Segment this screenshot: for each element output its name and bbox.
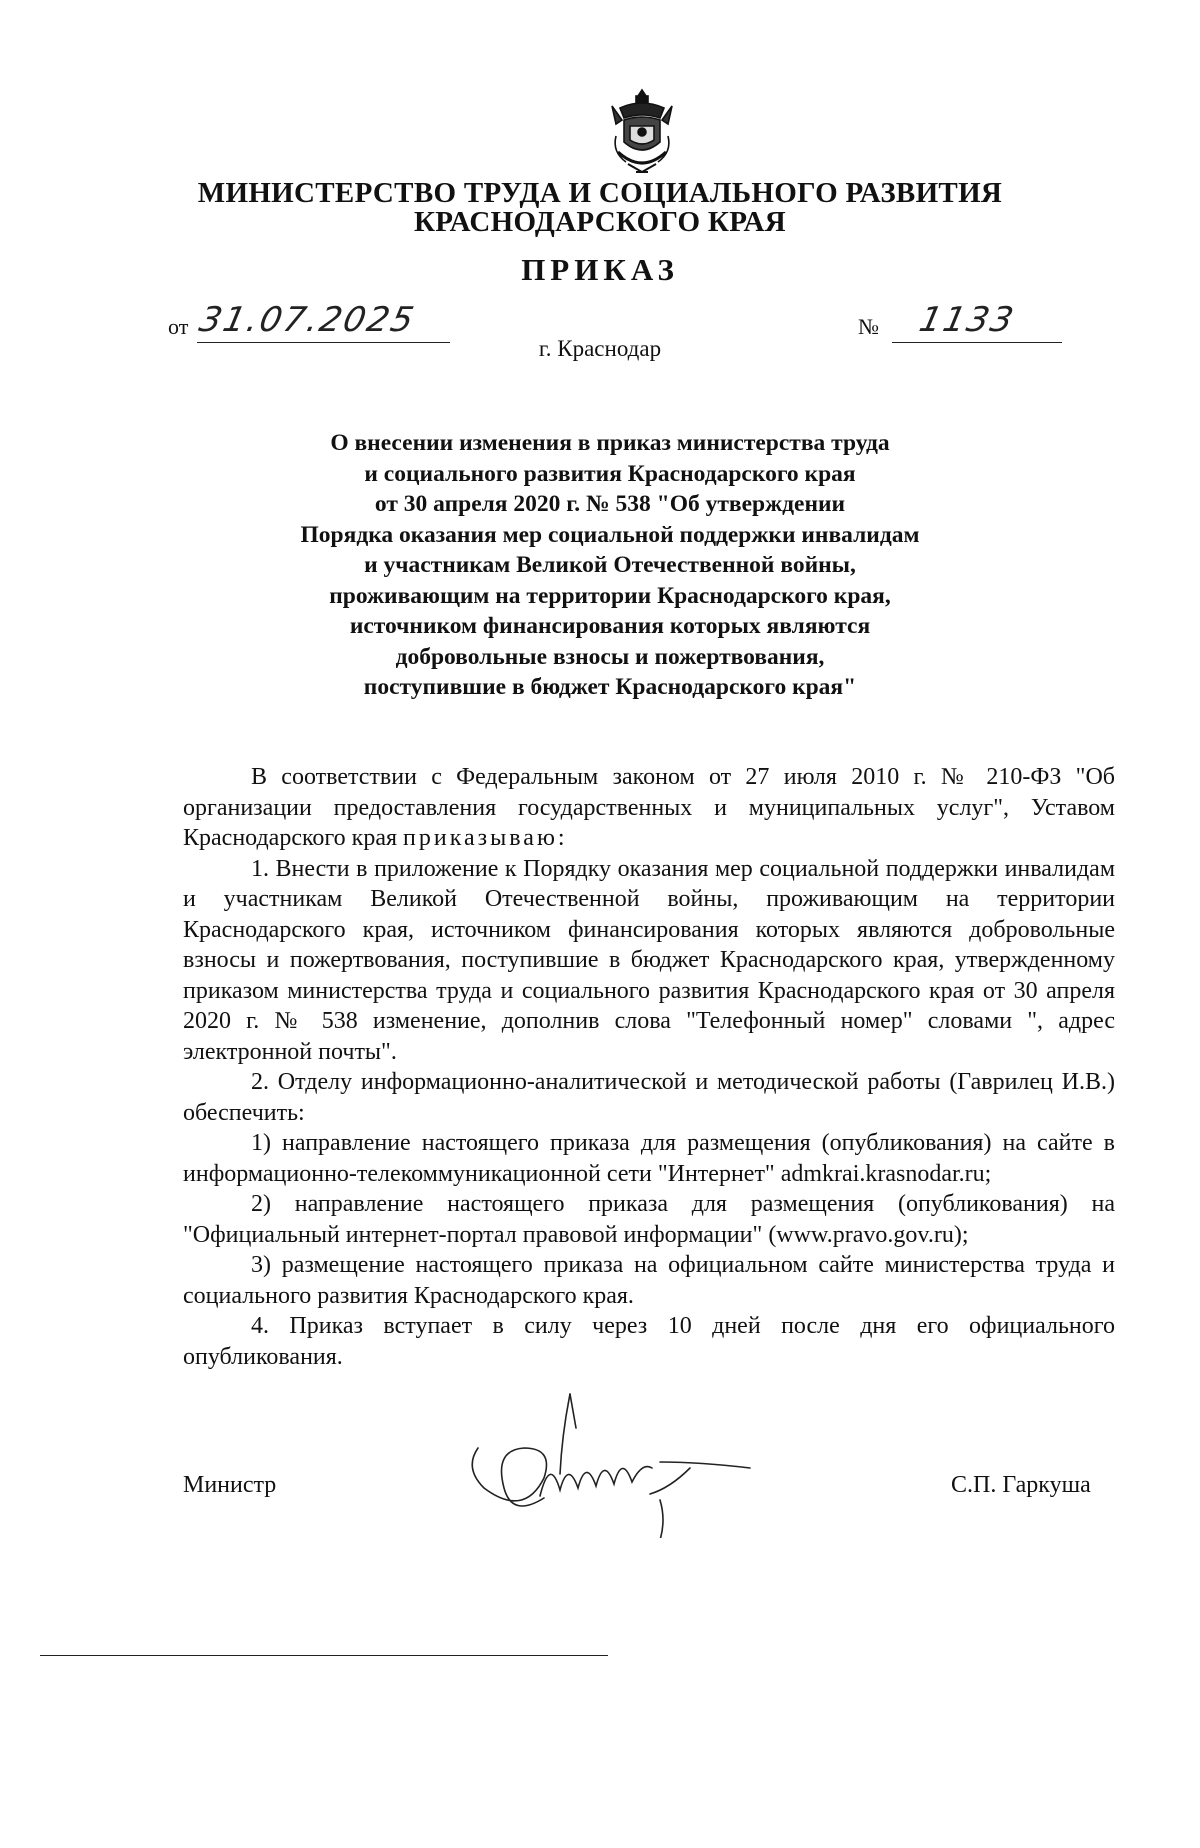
date-label: от	[168, 314, 189, 339]
ministry-name-line2: КРАСНОДАРСКОГО КРАЯ	[413, 206, 787, 238]
preamble-text: В соответствии с Федеральным законом от 27 июля 2010 г. № 210-ФЗ "Об организации предоставления государственных и муниципальных услуг", Уставом Краснодарского края	[183, 764, 1115, 851]
title-line: добровольные взносы и пожертвования,	[395, 643, 825, 670]
title-line: источником финансирования которых являются	[349, 613, 871, 639]
title-line: О внесении изменения в приказ министерства труда	[330, 430, 890, 456]
city: г. Краснодар	[538, 336, 662, 361]
title-line: и социального развития Краснодарского края	[364, 460, 856, 487]
document-title	[250, 428, 970, 703]
title-line: и участникам Великой Отечественной войны,	[364, 552, 856, 578]
handwritten-signature	[460, 1388, 780, 1538]
title-line: от 30 апреля 2020 г. № 538 "Об утверждении	[374, 491, 846, 517]
paragraph-item-1: 1. Внести в приложение к Порядку оказания мер социальной поддержки инвалидам и участникам Великой Отечественной войны, проживающим на территории Краснодарского края, источником финансирования которых являются добровольные взносы и пожертвования, поступившие в бюджет Краснодарского края, утвержденному приказом министерства труда и социального развития Краснодарского края от 30 апреля 2020 г. № 538 изменение, дополнив слова "Телефонный номер" словами ", адрес электронной почты".	[183, 855, 1115, 1065]
paragraph-subitem-1: 1) направление настоящего приказа для размещения (опубликования) на сайте в информационно-телекоммуникационной сети "Интернет" admkrai.krasnodar.ru;	[183, 1130, 1115, 1187]
title-line: проживающим на территории Краснодарского края,	[329, 582, 891, 609]
date-handwritten: 31.07.2025	[195, 300, 419, 340]
preamble-paragraph	[183, 762, 1115, 854]
signatory-name: С.П. Гаркуша	[951, 1472, 1091, 1498]
ministry-name-line1: МИНИСТЕРСТВО ТРУДА И СОЦИАЛЬНОГО РАЗВИТИЯ	[197, 177, 1003, 209]
title-line: поступившие в бюджет Краснодарского края"	[363, 674, 857, 700]
paragraph-item-2: 2. Отделу информационно-аналитической и методической работы (Гаврилец И.В.) обеспечить:	[183, 1069, 1115, 1126]
title-line: Порядка оказания мер социальной поддержки инвалидам	[300, 521, 920, 548]
number-label: №	[858, 314, 879, 339]
signatory-role: Министр	[183, 1472, 277, 1498]
footer-rule	[40, 1655, 608, 1656]
document-type-heading: ПРИКАЗ	[521, 252, 679, 287]
order-verb: приказываю:	[403, 825, 568, 851]
number-handwritten: 1133	[915, 300, 1019, 340]
paragraph-subitem-2: 2) направление настоящего приказа для размещения (опубликования) на "Официальный интернет-портал правовой информации" (www.pravo.gov.ru);	[183, 1191, 1115, 1248]
paragraph-subitem-3: 3) размещение настоящего приказа на официальном сайте министерства труда и социального развития Краснодарского края.	[183, 1252, 1115, 1309]
coat-of-arms-emblem	[606, 86, 678, 178]
document-body	[183, 762, 1115, 1372]
paragraph-item-4: 4. Приказ вступает в силу через 10 дней после дня его официального опубликования.	[183, 1313, 1115, 1370]
